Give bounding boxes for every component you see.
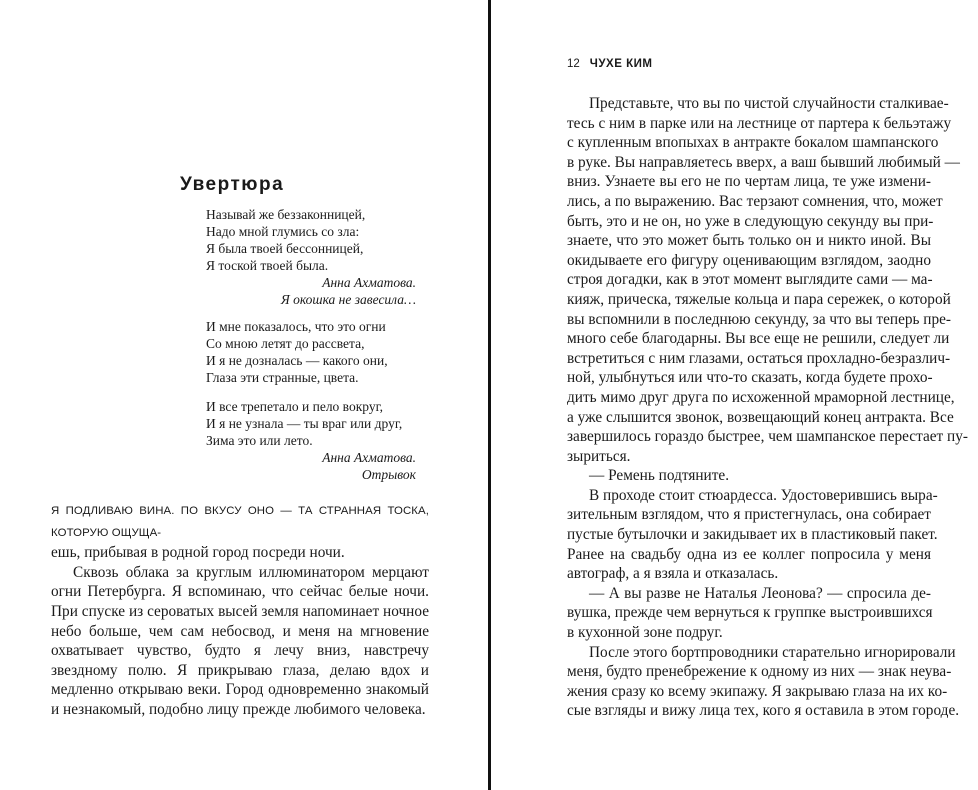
text-line: в руке. Вы направляетесь вверх, а ваш бывший любимый — xyxy=(567,153,960,171)
epigraph-line: И я не узнала — ты враг или друг, xyxy=(206,416,403,431)
text-line: а уже слышится звонок, возвещающий конец антракта. Все xyxy=(567,408,954,426)
epigraph-1 xyxy=(206,206,416,308)
text-line: В проходе стоит стюардесса. Удостоверившись выра- xyxy=(589,486,938,504)
text-line: меня, будто пренебрежение к одному из них — знак неува- xyxy=(567,663,952,681)
running-head-author: ЧУХЕ КИМ xyxy=(589,58,653,70)
epigraph-line: И все трепетало и пело вокруг, xyxy=(206,399,383,414)
epigraph-line: И мне показалось, что это огни xyxy=(206,319,386,334)
text-line: дить мимо друг друга по исхоженной мраморной лестнице, xyxy=(567,388,955,406)
text-line: вы вспомнили в последнюю секунду, за что вы теперь пре- xyxy=(567,310,952,328)
epigraph-line: Я была твоей бессонницей, xyxy=(206,241,364,256)
text-line: вниз. Узнаете вы его не по чертам лица, те уже измени- xyxy=(567,173,931,191)
text-line: лись, а по выражению. Вас терзают сомнения, что, может xyxy=(567,192,943,210)
text-line: кияж, прическа, тяжелые кольца и пара сережек, о которой xyxy=(567,290,951,308)
text-line: После этого бортпроводники старательно игнорировали xyxy=(589,643,956,661)
epigraph-line: Надо мной глумись со зла: xyxy=(206,224,360,239)
epigraph-line: Зима это или лето. xyxy=(206,433,313,448)
book-gutter xyxy=(488,0,491,790)
text-line: встретиться с ним глазами, остаться прохладно-безразлич- xyxy=(567,349,951,367)
opening-paragraph xyxy=(51,500,429,563)
text-line: завершилось гораздо быстрее, чем шампанское перестает пу- xyxy=(567,428,968,446)
epigraph-2 xyxy=(206,318,416,386)
text-line: вушка, прежде чем вернуться к группке выстроившихся xyxy=(567,604,933,622)
text-line: много себе благодарны. Вы все еще не решили, следует ли xyxy=(567,330,950,348)
left-page xyxy=(0,0,488,790)
text-line: Ранее на свадьбу одна из ее коллег попросила у меня xyxy=(567,545,931,563)
epigraph-line: Со мною летят до рассвета, xyxy=(206,336,365,351)
text-line: знаете, что это может быть только он и никто иной. Вы xyxy=(567,232,931,250)
text-line: ной, улыбнуться или что-то сказать, когда будете прохо- xyxy=(567,369,933,387)
lead-in-caps: Я ПОДЛИВАЮ ВИНА. ПО ВКУСУ ОНО — ТА СТРАННАЯ ТОСКА, КОТОРУЮ ОЩУЩА- xyxy=(51,505,429,539)
text-line: тесь с ним в парке или на лестнице от партера к бельэтажу xyxy=(567,114,952,132)
epigraph-line: И я не дозналась — какого они, xyxy=(206,353,388,368)
text-line: — Ремень подтяните. xyxy=(589,467,730,485)
epigraph-line: Глаза эти странные, цвета. xyxy=(206,370,359,385)
epigraph-source: Отрывок xyxy=(361,467,416,482)
right-body-text xyxy=(567,94,968,721)
text-line: автограф, а я взяла и отказалась. xyxy=(567,565,779,583)
text-line: — А вы разве не Наталья Леонова? — спросила де- xyxy=(589,584,931,602)
text-line: окидываете его фигуру оценивающим взглядом, заодно xyxy=(567,251,931,269)
text-line: зительным взглядом, что я пристегнулась, она собирает xyxy=(567,506,931,524)
text-line: жения сразу ко всему экипажу. Я закрываю глаза на их ко- xyxy=(567,682,948,700)
lead-in-rest: ешь, прибывая в родной город посреди ночи. xyxy=(51,544,345,562)
text-line: быть, это и не он, но уже в следующую секунду вы при- xyxy=(567,212,934,230)
page-number: 12 xyxy=(567,58,580,70)
running-head xyxy=(567,58,652,70)
text-line: зыриться. xyxy=(567,447,631,465)
epigraph-line: Я тоской твоей была. xyxy=(206,258,329,273)
epigraph-author: Анна Ахматова. xyxy=(322,450,416,465)
epigraph-author: Анна Ахматова. xyxy=(322,275,416,290)
text-line: с купленным впопыхах в антракте бокалом шампанского xyxy=(567,134,939,152)
chapter-title: Увертюра xyxy=(180,174,285,195)
text-line: сые взгляды и вижу лица тех, кого я оставила в этом городе. xyxy=(567,702,960,720)
paragraph: Сквозь облака за круглым иллюминатором мерцают огни Петербурга. Я вспоминаю, что сейчас белые ночи. При спуске из сероватых высей земля напоминает ночное небо больше, чем сам небосвод, и меня на мгновение охватывает чувство, будто я лечу вниз, навстречу звездному полю. Я прикрываю глаза, делаю вдох и медленно открываю веки. Город одновременно знакомый и незнакомый, подобно лицу прежде любимого человека. xyxy=(51,563,429,718)
epigraph-line: Называй же беззаконницей, xyxy=(206,207,366,222)
text-line: в кухонной зоне подруг. xyxy=(567,624,723,642)
epigraph-3 xyxy=(206,398,416,483)
left-body-text xyxy=(51,500,429,720)
text-line: пустые бутылочки и закидывает их в пластиковый пакет. xyxy=(567,526,938,544)
text-line: Представьте, что вы по чистой случайности сталкивае- xyxy=(589,95,949,112)
text-line: строя догадки, как в этот момент выглядите сами — ма- xyxy=(567,271,933,289)
epigraph-source: Я окошка не завесила… xyxy=(280,292,416,307)
